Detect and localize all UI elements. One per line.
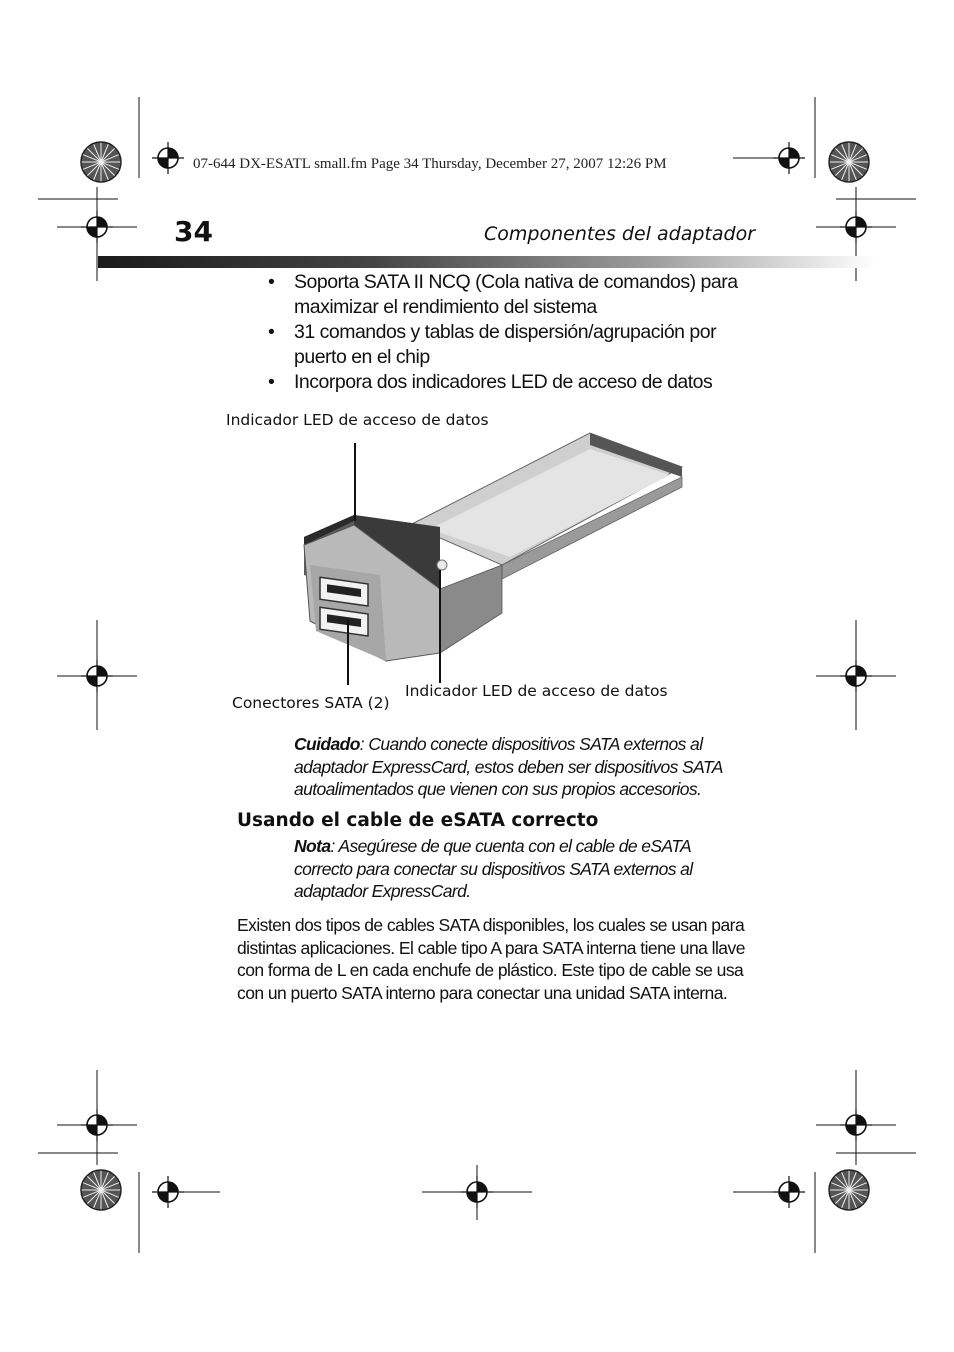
note-text: : Asegúrese de que cuenta con el cable de eSATA correcto para conectar su dispositivos SATA externos al adaptador ExpressCard. — [294, 836, 693, 901]
body-paragraph: Existen dos tipos de cables SATA disponibles, los cuales se usan para distintas aplicaciones. El cable tipo A para SATA interna tiene una llave con forma de L en cada enchufe de plástico. Este tipo de cable se usa con un puerto SATA interno para conectar una unidad SATA interna. — [237, 915, 745, 1004]
note-label: Nota — [294, 836, 331, 856]
starburst-target-icon — [829, 1170, 869, 1210]
caution-note — [294, 733, 734, 801]
starburst-target-icon — [81, 1170, 121, 1210]
figure-label-led-bottom: Indicador LED de acceso de datos — [405, 682, 668, 700]
expresscard-adapter-image — [290, 425, 700, 685]
header-gradient-bar — [98, 256, 876, 268]
print-info-line: 07-644 DX-ESATL small.fm Page 34 Thursday, December 27, 2007 12:26 PM — [193, 156, 667, 172]
figure-label-led-top: Indicador LED de acceso de datos — [226, 411, 489, 429]
bullet-icon: • — [268, 371, 275, 393]
list-item: • 31 comandos y tablas de dispersión/agrupación por puerto en el chip — [268, 321, 717, 368]
list-item: • Soporta SATA II NCQ (Cola nativa de comandos) para maximizar el rendimiento del sistema — [268, 271, 738, 318]
starburst-target-icon — [829, 142, 869, 182]
bullet-icon: • — [268, 321, 275, 343]
caution-text: : Cuando conecte dispositivos SATA externos al adaptador ExpressCard, estos deben ser dispositivos SATA autoalimentados que vienen con sus propios accesorios. — [294, 734, 723, 799]
page-number: 34 — [174, 215, 213, 248]
registration-mark-icon — [152, 142, 184, 174]
bullet-icon: • — [268, 271, 275, 293]
section-title: Componentes del adaptador — [484, 223, 756, 245]
info-note — [294, 835, 734, 903]
figure-label-sata-connectors: Conectores SATA (2) — [232, 694, 390, 712]
list-item: • Incorpora dos indicadores LED de acceso de datos — [268, 371, 713, 393]
starburst-target-icon — [81, 142, 121, 182]
section-heading: Usando el cable de eSATA correcto — [237, 810, 599, 831]
caution-label: Cuidado — [294, 734, 360, 754]
feature-list — [268, 270, 758, 395]
